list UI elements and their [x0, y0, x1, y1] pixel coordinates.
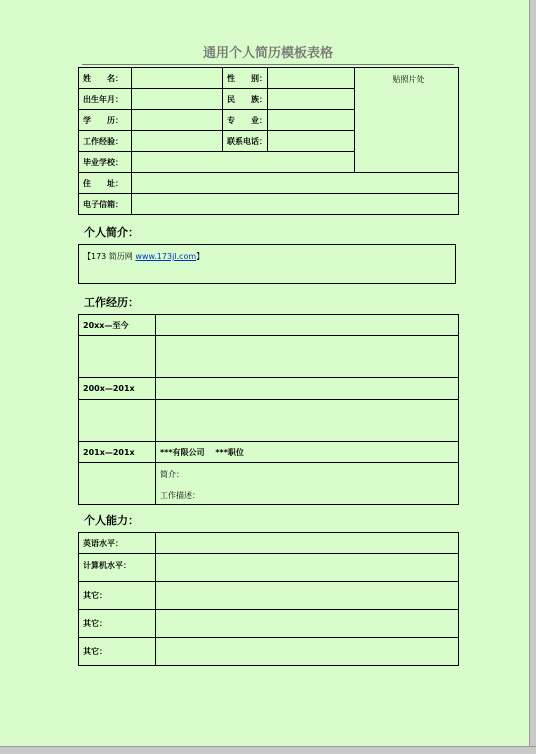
name-label: 姓 名：: [79, 68, 132, 89]
intro-box[interactable]: [78, 244, 456, 284]
email-label: 电子信箱：: [79, 194, 132, 215]
description-label: 工作描述：: [160, 491, 200, 500]
birth-label: 出生年月：: [79, 89, 132, 110]
other-field-3[interactable]: [156, 638, 459, 666]
school-field[interactable]: [132, 152, 355, 173]
other-field-2[interactable]: [156, 610, 459, 638]
intro-text-suffix: 】: [196, 252, 205, 261]
intro-link[interactable]: www.173jl.com: [135, 252, 197, 261]
page-edge-right: [529, 0, 536, 753]
ability-table: [78, 532, 459, 666]
phone-field[interactable]: [268, 131, 355, 152]
phone-label: 联系电话：: [223, 131, 268, 152]
major-field[interactable]: [268, 110, 355, 131]
address-field[interactable]: [132, 173, 459, 194]
work-heading: 工作经历：: [84, 296, 139, 309]
ethnicity-label: 民 族：: [223, 89, 268, 110]
computer-field[interactable]: [156, 554, 459, 582]
gender-label: 性 别：: [223, 68, 268, 89]
gender-field[interactable]: [268, 68, 355, 89]
work-detail-1[interactable]: [156, 315, 459, 336]
intro-heading: 个人简介：: [84, 226, 139, 239]
ability-heading: 个人能力：: [84, 514, 139, 527]
work-desc-3[interactable]: [156, 463, 459, 505]
school-label: 毕业学校：: [79, 152, 132, 173]
other-label-3: 其它：: [79, 638, 156, 666]
english-label: 英语水平：: [79, 533, 156, 554]
computer-label: 计算机水平：: [79, 554, 156, 582]
work-detail-2[interactable]: [156, 378, 459, 400]
address-label: 住 址：: [79, 173, 132, 194]
summary-label: 简介：: [160, 470, 184, 479]
other-label-1: 其它：: [79, 582, 156, 610]
intro-text-prefix: 【173 简历网: [83, 252, 136, 261]
work-company-line[interactable]: ***有限公司 ***职位: [156, 442, 459, 463]
work-period-3: 201x—201x: [79, 442, 156, 463]
education-field[interactable]: [132, 110, 223, 131]
work-period-2: 200x—201x: [79, 378, 156, 400]
other-label-2: 其它：: [79, 610, 156, 638]
work-desc-2[interactable]: [156, 400, 459, 442]
ethnicity-field[interactable]: [268, 89, 355, 110]
page-title: 通用个人简历模板表格: [82, 42, 454, 65]
birth-field[interactable]: [132, 89, 223, 110]
major-label: 专 业：: [223, 110, 268, 131]
basic-info-table: [78, 67, 459, 215]
work-period-1: 20xx—至今: [79, 315, 156, 336]
english-field[interactable]: [156, 533, 459, 554]
experience-field[interactable]: [132, 131, 223, 152]
work-desc-1[interactable]: [156, 336, 459, 378]
email-field[interactable]: [132, 194, 459, 215]
work-blank-1[interactable]: [79, 336, 156, 378]
work-table: [78, 314, 459, 505]
education-label: 学 历：: [79, 110, 132, 131]
experience-label: 工作经验：: [79, 131, 132, 152]
photo-placeholder[interactable]: 贴照片处: [355, 68, 459, 173]
work-blank-2[interactable]: [79, 400, 156, 442]
other-field-1[interactable]: [156, 582, 459, 610]
name-field[interactable]: [132, 68, 223, 89]
work-blank-3[interactable]: [79, 463, 156, 505]
